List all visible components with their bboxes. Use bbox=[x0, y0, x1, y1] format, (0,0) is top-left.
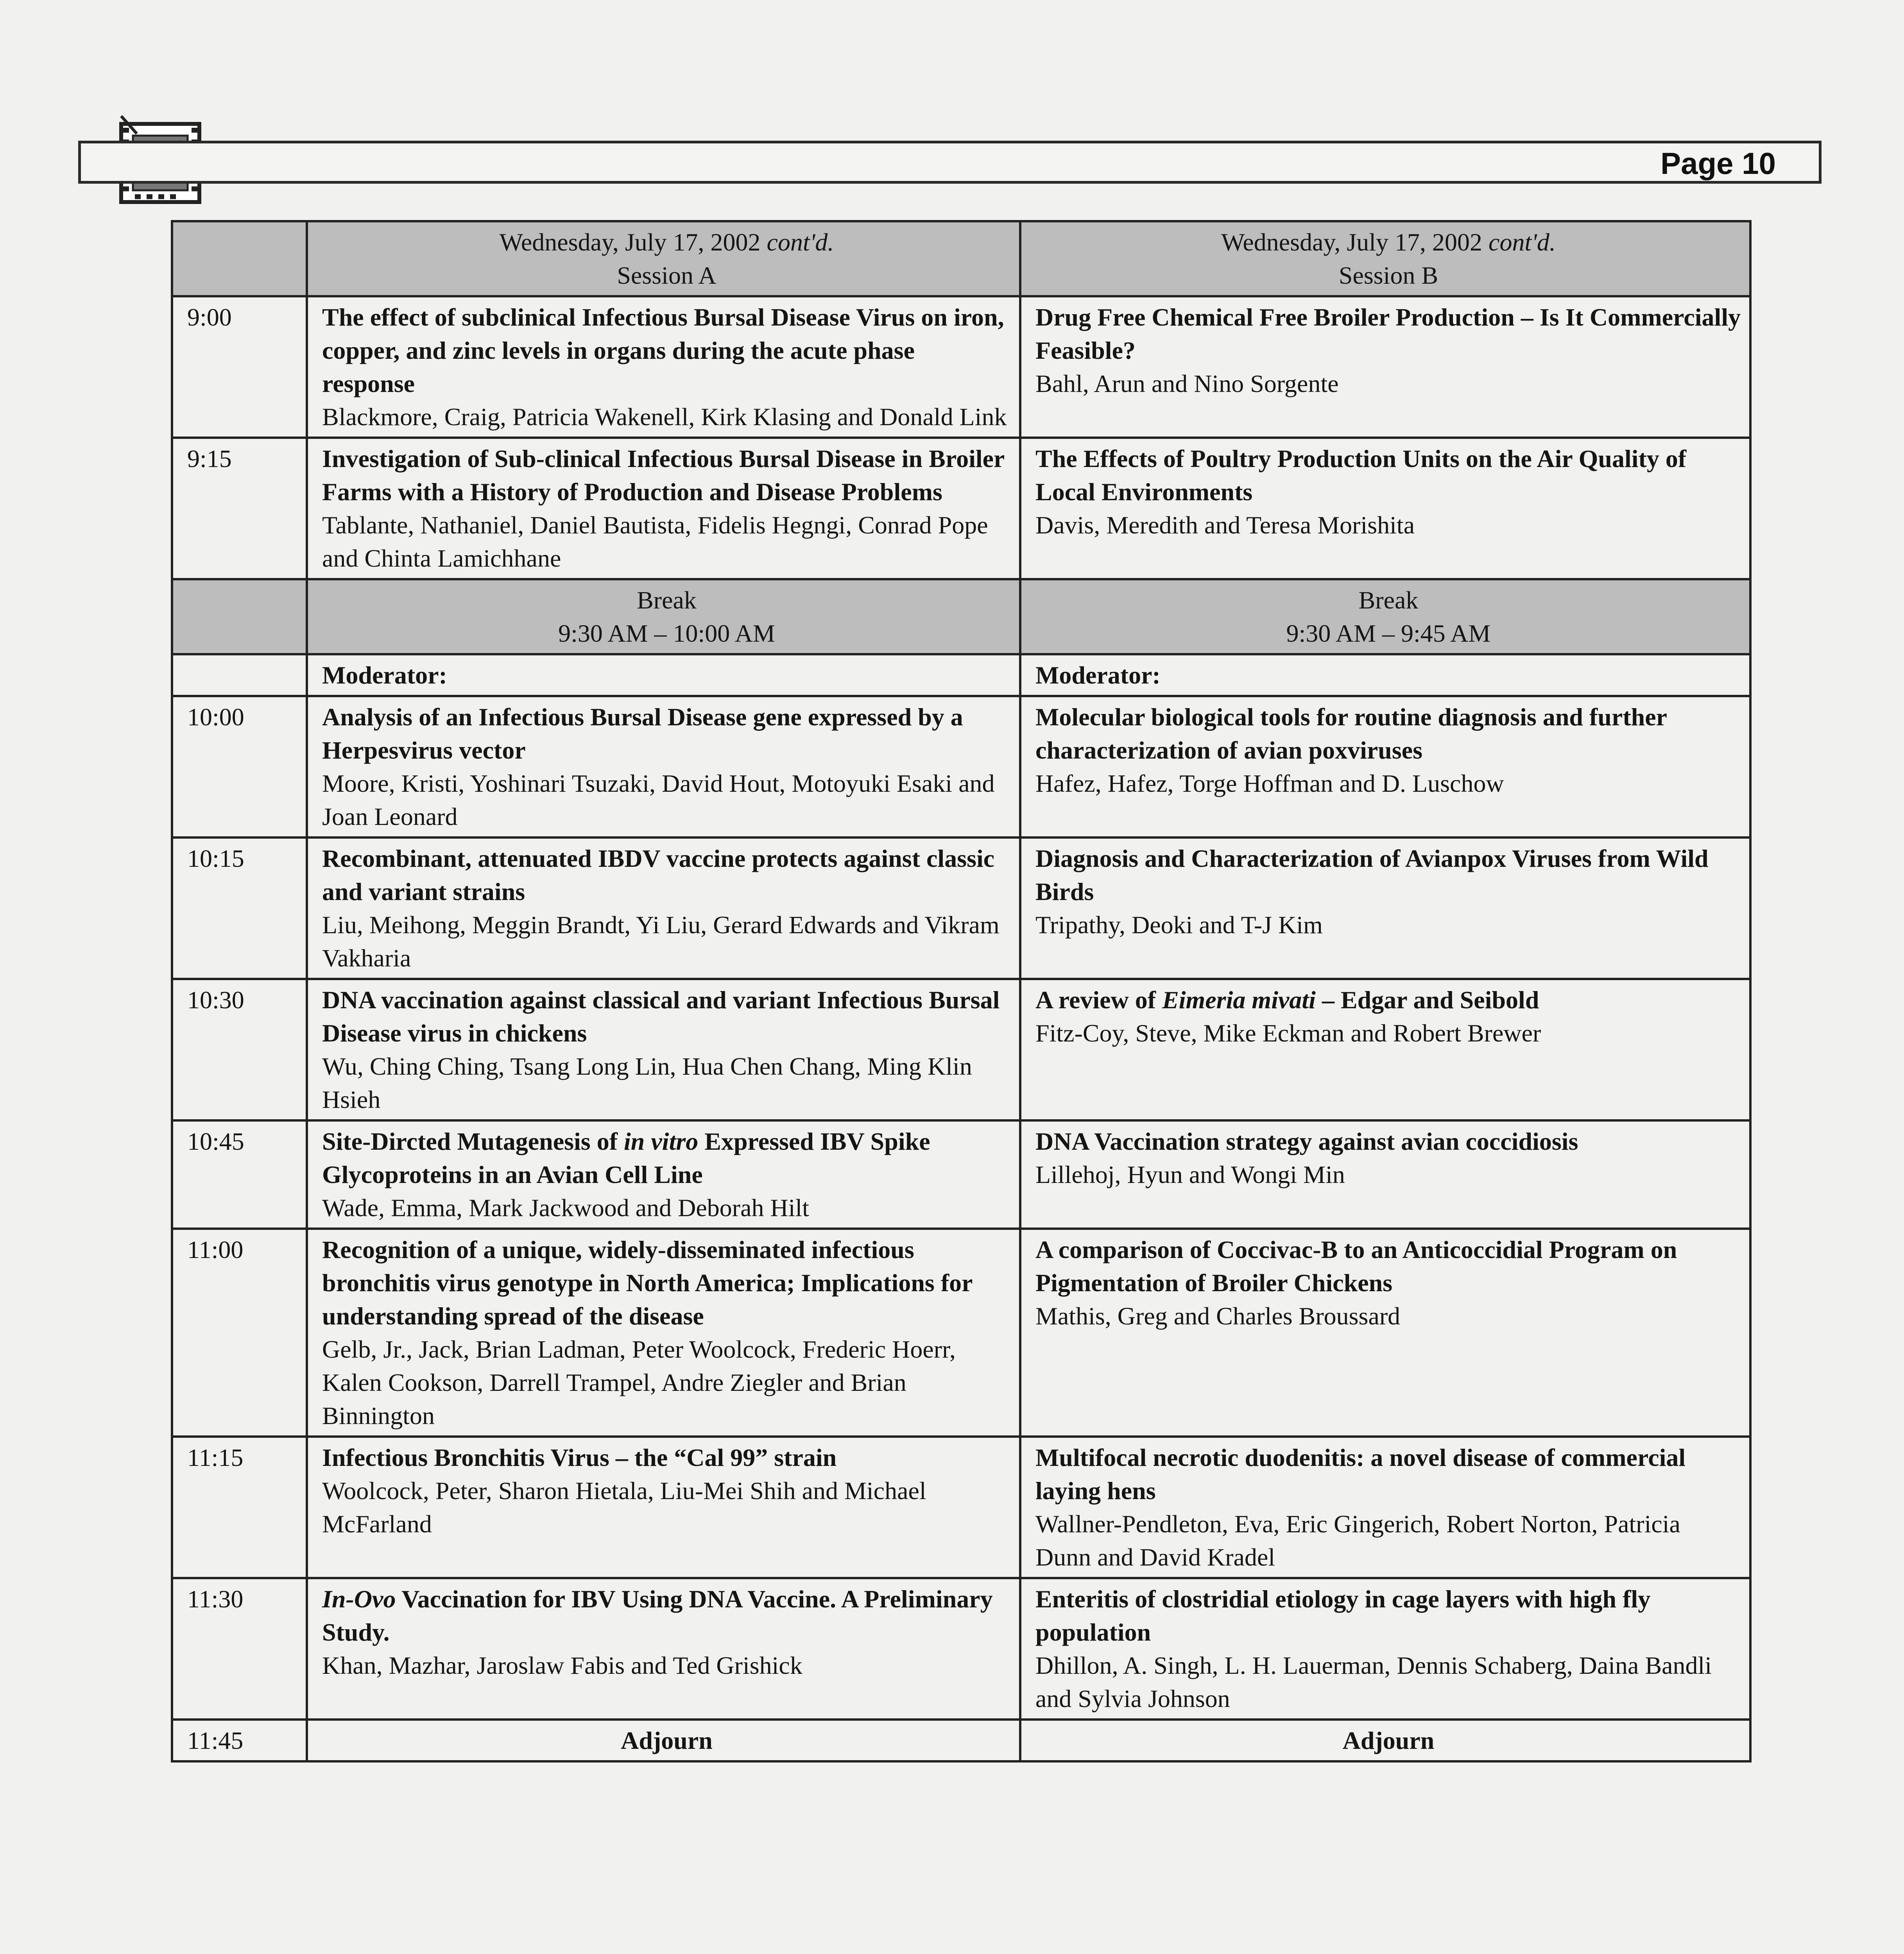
talk-authors: Moore, Kristi, Yoshinari Tsuzaki, David Hout, Motoyuki Esaki and Joan Leonard bbox=[322, 769, 995, 830]
table-row bbox=[172, 1437, 1750, 1578]
moderator-time-cell bbox=[172, 654, 307, 696]
break-label: Break bbox=[637, 586, 697, 614]
talk-title-italic: Eimeria mivati bbox=[1162, 986, 1316, 1014]
session-b-cell bbox=[1020, 1578, 1750, 1720]
talk-authors: Wallner-Pendleton, Eva, Eric Gingerich, Robert Norton, Patricia Dunn and David Kradel bbox=[1035, 1510, 1680, 1571]
talk-title: Recombinant, attenuated IBDV vaccine protects against classic and variant strains bbox=[322, 845, 995, 905]
time-cell: 10:45 bbox=[172, 1120, 307, 1229]
time-cell: 10:15 bbox=[172, 837, 307, 979]
session-b-cell bbox=[1020, 1120, 1750, 1229]
session-a-adjourn: Adjourn bbox=[307, 1720, 1020, 1761]
talk-authors: Khan, Mazhar, Jaroslaw Fabis and Ted Grishick bbox=[322, 1652, 802, 1679]
table-row bbox=[172, 296, 1750, 438]
schedule-table bbox=[171, 220, 1752, 1763]
session-a-cell bbox=[307, 1120, 1020, 1229]
talk-title-italic: In-Ovo bbox=[322, 1585, 396, 1613]
time-cell: 10:00 bbox=[172, 696, 307, 837]
talk-authors: Davis, Meredith and Teresa Morishita bbox=[1035, 511, 1415, 539]
talk-title-part: Vaccination for IBV Using DNA Vaccine. A Preliminary Study. bbox=[322, 1585, 993, 1646]
session-b-cell bbox=[1020, 837, 1750, 979]
talk-title: Drug Free Chemical Free Broiler Production – Is It Commercially Feasible? bbox=[1035, 303, 1741, 364]
break-time: 9:30 AM – 10:00 AM bbox=[558, 619, 775, 647]
session-b-header bbox=[1020, 221, 1750, 296]
break-row bbox=[172, 579, 1750, 654]
talk-authors: Wu, Ching Ching, Tsang Long Lin, Hua Chen Chang, Ming Klin Hsieh bbox=[322, 1052, 972, 1113]
talk-authors: Dhillon, A. Singh, L. H. Lauerman, Dennis Schaberg, Daina Bandli and Sylvia Johnson bbox=[1035, 1652, 1712, 1712]
session-b-break bbox=[1020, 579, 1750, 654]
session-a-cell bbox=[307, 1437, 1020, 1578]
time-cell: 11:30 bbox=[172, 1578, 307, 1720]
talk-authors: Gelb, Jr., Jack, Brian Ladman, Peter Woolcock, Frederic Hoerr, Kalen Cookson, Darrell Trampel, Andre Ziegler and Brian Binnington bbox=[322, 1335, 956, 1430]
table-row bbox=[172, 979, 1750, 1120]
talk-title: The Effects of Poultry Production Units on the Air Quality of Local Environments bbox=[1035, 445, 1687, 506]
time-cell: 11:15 bbox=[172, 1437, 307, 1578]
talk-title: Recognition of a unique, widely-disseminated infectious bronchitis virus genotype in North America; Implications for understanding spread of the disease bbox=[322, 1236, 973, 1330]
talk-title bbox=[322, 1125, 1011, 1191]
time-cell: 9:00 bbox=[172, 296, 307, 438]
talk-title: Diagnosis and Characterization of Avianpox Viruses from Wild Birds bbox=[1035, 845, 1709, 905]
session-a-cell bbox=[307, 1229, 1020, 1437]
talk-authors: Woolcock, Peter, Sharon Hietala, Liu-Mei Shih and Michael McFarland bbox=[322, 1477, 926, 1538]
time-cell: 10:30 bbox=[172, 979, 307, 1120]
session-a-cell bbox=[307, 696, 1020, 837]
session-a-cell bbox=[307, 1578, 1020, 1720]
talk-authors: Tripathy, Deoki and T-J Kim bbox=[1035, 911, 1323, 939]
session-b-cell bbox=[1020, 1437, 1750, 1578]
adjourn-row bbox=[172, 1720, 1750, 1761]
talk-title: Molecular biological tools for routine diagnosis and further characterization of avian poxviruses bbox=[1035, 703, 1667, 764]
talk-title: Analysis of an Infectious Bursal Disease gene expressed by a Herpesvirus vector bbox=[322, 703, 963, 764]
session-a-cell bbox=[307, 296, 1020, 438]
session-a-label: Session A bbox=[617, 261, 716, 289]
table-row bbox=[172, 438, 1750, 579]
break-time-cell bbox=[172, 579, 307, 654]
session-b-adjourn: Adjourn bbox=[1020, 1720, 1750, 1761]
talk-title: Multifocal necrotic duodenitis: a novel disease of commercial laying hens bbox=[1035, 1444, 1686, 1505]
break-label: Break bbox=[1358, 586, 1419, 614]
session-a-cell bbox=[307, 979, 1020, 1120]
talk-authors: Fitz-Coy, Steve, Mike Eckman and Robert Brewer bbox=[1035, 1019, 1541, 1047]
talk-authors: Mathis, Greg and Charles Broussard bbox=[1035, 1302, 1401, 1330]
time-header-cell bbox=[172, 221, 307, 296]
talk-title-part: Expressed IBV Spike Glycoproteins in an Avian Cell Line bbox=[322, 1127, 930, 1188]
talk-title-italic: in vitro bbox=[624, 1127, 699, 1155]
session-b-cell bbox=[1020, 296, 1750, 438]
table-row bbox=[172, 696, 1750, 837]
moderator-row bbox=[172, 654, 1750, 696]
talk-title: The effect of subclinical Infectious Bursal Disease Virus on iron, copper, and zinc levels in organs during the acute phase response bbox=[322, 303, 1004, 397]
time-cell: 11:00 bbox=[172, 1229, 307, 1437]
talk-title-part: Site-Dircted Mutagenesis of bbox=[322, 1127, 624, 1155]
table-row bbox=[172, 837, 1750, 979]
talk-title-part: – Edgar and Seibold bbox=[1315, 986, 1539, 1014]
time-cell: 11:45 bbox=[172, 1720, 307, 1761]
talk-authors: Liu, Meihong, Meggin Brandt, Yi Liu, Gerard Edwards and Vikram Vakharia bbox=[322, 911, 999, 972]
session-b-contd: cont'd. bbox=[1488, 228, 1556, 256]
table-row bbox=[172, 1578, 1750, 1720]
session-a-header bbox=[307, 221, 1020, 296]
page-header-bar bbox=[78, 141, 1822, 184]
talk-title bbox=[322, 1582, 1011, 1649]
session-b-label: Session B bbox=[1338, 261, 1438, 289]
talk-authors: Blackmore, Craig, Patricia Wakenell, Kirk Klasing and Donald Link bbox=[322, 403, 1007, 431]
session-a-moderator: Moderator: bbox=[307, 654, 1020, 696]
session-b-cell bbox=[1020, 1229, 1750, 1437]
session-b-moderator: Moderator: bbox=[1020, 654, 1750, 696]
page-number: Page 10 bbox=[1660, 146, 1776, 181]
session-a-cell bbox=[307, 438, 1020, 579]
talk-title: Investigation of Sub-clinical Infectious Bursal Disease in Broiler Farms with a History of Production and Disease Problems bbox=[322, 445, 1005, 506]
table-row bbox=[172, 1120, 1750, 1229]
talk-authors: Hafez, Hafez, Torge Hoffman and D. Luschow bbox=[1035, 769, 1504, 797]
talk-title-part: A review of bbox=[1035, 986, 1162, 1014]
time-cell: 9:15 bbox=[172, 438, 307, 579]
talk-title: Enteritis of clostridial etiology in cage layers with high fly population bbox=[1035, 1585, 1651, 1646]
talk-authors: Tablante, Nathaniel, Daniel Bautista, Fidelis Hegngi, Conrad Pope and Chinta Lamichhane bbox=[322, 511, 988, 572]
session-b-cell bbox=[1020, 438, 1750, 579]
table-row bbox=[172, 1229, 1750, 1437]
talk-title: A comparison of Coccivac-B to an Anticoccidial Program on Pigmentation of Broiler Chickens bbox=[1035, 1236, 1677, 1297]
talk-title: DNA vaccination against classical and variant Infectious Bursal Disease virus in chickens bbox=[322, 986, 1000, 1047]
header-row bbox=[172, 221, 1750, 296]
talk-title: Infectious Bronchitis Virus – the “Cal 99” strain bbox=[322, 1444, 837, 1471]
session-a-contd: cont'd. bbox=[767, 228, 834, 256]
talk-authors: Bahl, Arun and Nino Sorgente bbox=[1035, 370, 1339, 397]
session-a-break bbox=[307, 579, 1020, 654]
session-b-date: Wednesday, July 17, 2002 bbox=[1221, 228, 1483, 256]
session-b-cell bbox=[1020, 979, 1750, 1120]
talk-title: DNA Vaccination strategy against avian coccidiosis bbox=[1035, 1127, 1578, 1155]
break-time: 9:30 AM – 9:45 AM bbox=[1286, 619, 1491, 647]
talk-authors: Lillehoj, Hyun and Wongi Min bbox=[1035, 1161, 1345, 1188]
talk-title bbox=[1035, 983, 1741, 1016]
session-b-cell bbox=[1020, 696, 1750, 837]
talk-authors: Wade, Emma, Mark Jackwood and Deborah Hilt bbox=[322, 1194, 810, 1222]
session-a-cell bbox=[307, 837, 1020, 979]
session-a-date: Wednesday, July 17, 2002 bbox=[499, 228, 761, 256]
